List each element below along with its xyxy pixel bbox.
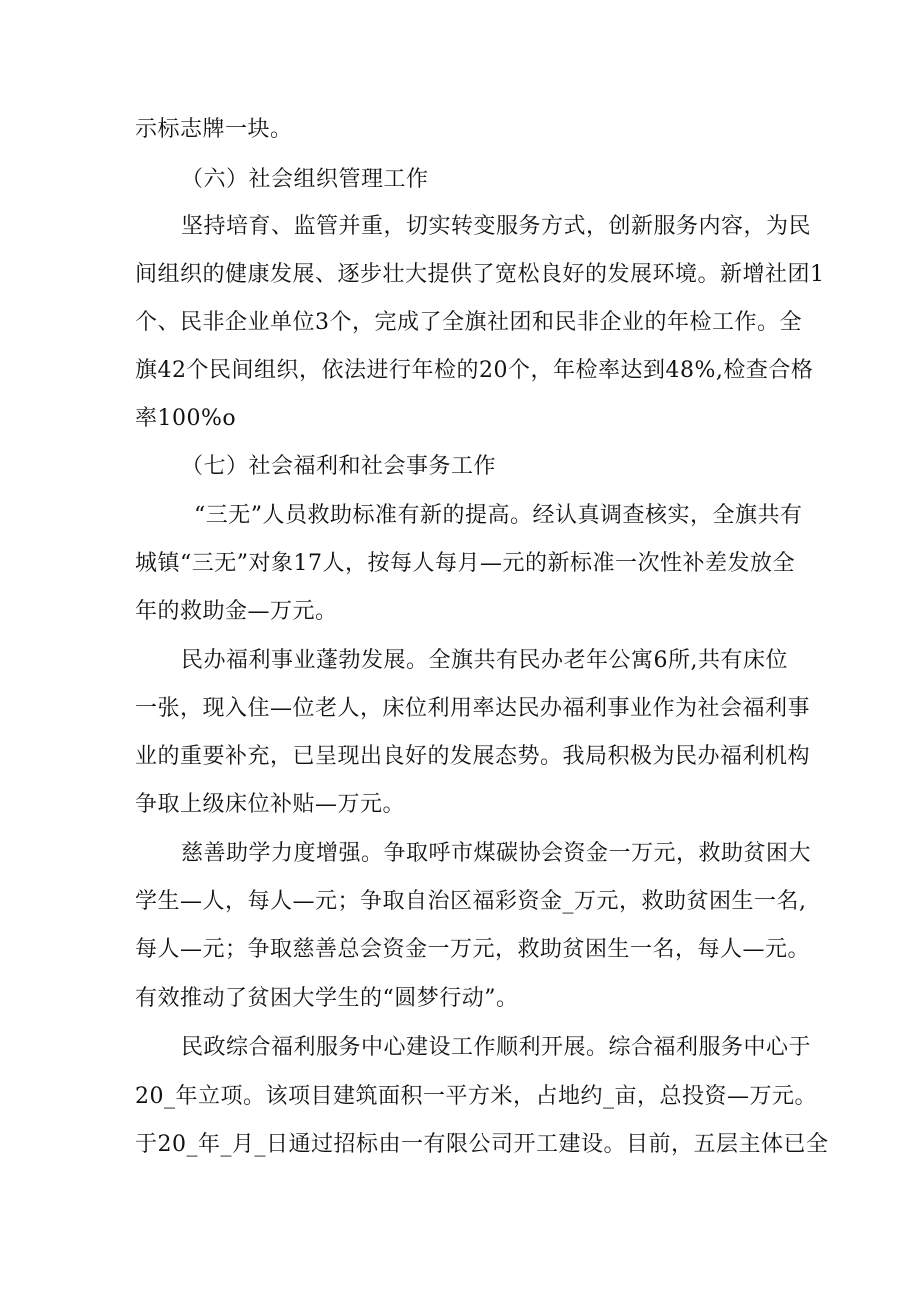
text-line: 一张，现入住—位老人，床位利用率达民办福利事业作为社会福利事 [135, 696, 811, 721]
text-line: 学生—人，每人—元；争取自治区福彩资金_万元，救助贫困生一名, [135, 889, 807, 914]
text-line: 城镇“三无”对象17人，按每人每月—元的新标准一次性补差发放全 [135, 551, 795, 576]
text-line: 旗42个民间组织，依法进行年检的20个，年检率达到48%,检查合格 [135, 358, 814, 383]
text-line: 业的重要补充，已呈现出良好的发展态势。我局积极为民办福利机构 [135, 744, 811, 769]
section-heading: （七）社会福利和社会事务工作 [181, 454, 497, 479]
text-line: 每人—元；争取慈善总会资金一万元，救助贫困生一名，每人—元。 [135, 937, 811, 962]
text-line: 个、民非企业单位3个，完成了全旗社团和民非企业的年检工作。全 [135, 310, 802, 335]
text-line: 民政综合福利服务中心建设工作顺利开展。综合福利服务中心于 [181, 1035, 812, 1060]
text-line: 20_年立项。该项目建筑面积一平方米，占地约_亩，总投资—万元。 [135, 1084, 817, 1109]
text-line: 于20_年_月_日通过招标由一有限公司开工建设。目前，五层主体已全 [135, 1132, 829, 1157]
section-heading: （六）社会组织管理工作 [181, 167, 429, 192]
text-line: 民办福利事业蓬勃发展。全旗共有民办老年公寓6所,共有床位 [181, 648, 788, 673]
text-line: 示标志牌一块。 [135, 117, 293, 142]
text-line: 争取上级床位补贴—万元。 [135, 792, 406, 817]
text-line: 年的救助金—万元。 [135, 599, 338, 624]
text-line: 坚持培育、监管并重，切实转变服务方式，创新服务内容，为民 [181, 214, 812, 239]
text-line: 率100%o [135, 406, 237, 431]
text-line: 间组织的健康发展、逐步壮大提供了宽松良好的发展环境。新增社团1 [135, 262, 825, 287]
text-line: “三无”人员救助标准有新的提高。经认真调查核实，全旗共有 [194, 503, 803, 528]
text-line: 有效推动了贫困大学生的“圆梦行动”。 [135, 986, 519, 1011]
text-line: 慈善助学力度增强。争取呼市煤碳协会资金一万元，救助贫困大 [181, 841, 812, 866]
